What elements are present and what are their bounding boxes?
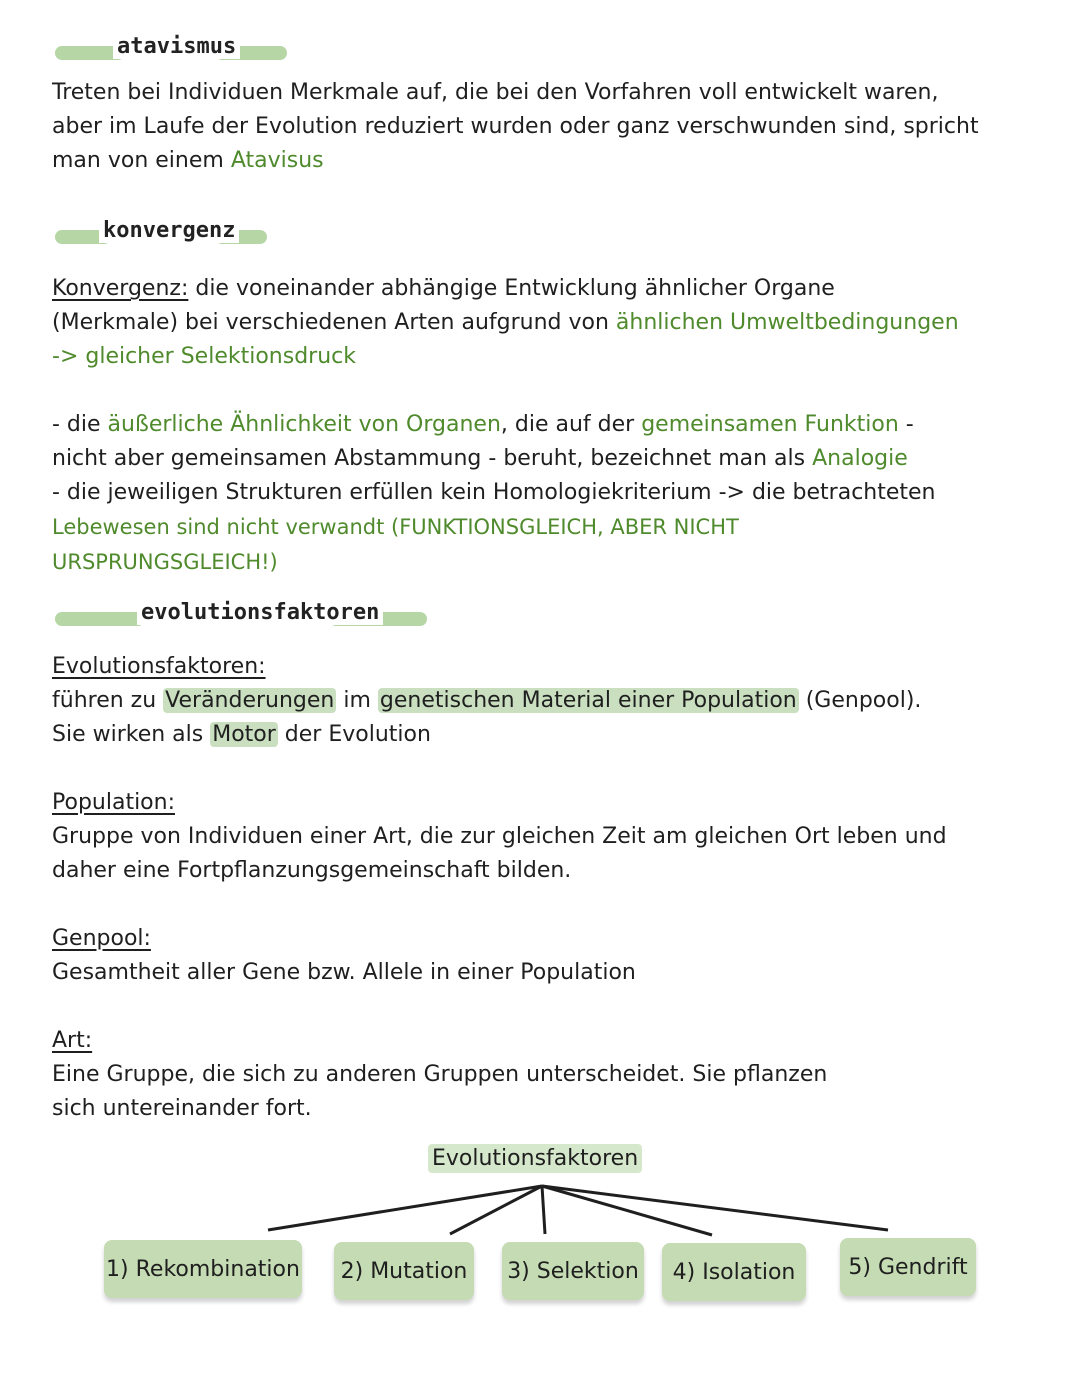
node-selektion: 3) Selektion [502, 1242, 644, 1300]
definition-term: Population: [52, 790, 175, 815]
definition-text: Eine Gruppe, die sich zu anderen Gruppen unterscheidet. Sie pflanzen sich untereinander fort. [52, 1062, 828, 1121]
node-gendrift: 5) Gendrift [840, 1238, 976, 1296]
connector-line [542, 1186, 888, 1230]
definition-text: (Genpool). [798, 688, 922, 713]
definition-text: im [336, 688, 378, 713]
definition-highlight: Motor [212, 722, 276, 747]
bullet-highlight: Lebewesen sind nicht verwandt (FUNKTIONSGLEICH, ABER NICHT URSPRUNGSGLEICH!) [52, 515, 739, 574]
definition-text: führen zu [52, 688, 164, 713]
definition-text: der Evolution [277, 722, 431, 747]
bullet-highlight: gemeinsamen Funktion [641, 412, 899, 437]
konvergenz-highlight: ähnlichen Umweltbedingungen -> gleicher Selektionsdruck [52, 310, 959, 369]
section-title: evolutionsfaktoren [137, 600, 383, 625]
node-rekombination: 1) Rekombination [104, 1240, 302, 1298]
bullet-text: - nicht aber gemeinsamen Abstammung - beruht, bezeichnet man als [52, 412, 914, 471]
bullet-text: , die auf der [500, 412, 642, 437]
node-mutation: 2) Mutation [334, 1242, 474, 1300]
definition-term: Art: [52, 1028, 93, 1053]
bullet-highlight: äußerliche Ähnlichkeit von Organen [107, 412, 501, 437]
connector-line [542, 1186, 545, 1234]
definition-text: Gesamtheit aller Gene bzw. Allele in einer Population [52, 960, 636, 985]
definition-term: Genpool: [52, 926, 151, 951]
section-title: atavismus [113, 34, 240, 59]
bullet-highlight: Analogie [812, 446, 908, 471]
definition-text: Sie wirken als [52, 722, 211, 747]
section-title: konvergenz [99, 218, 239, 243]
bullet-text: - die jeweiligen Strukturen erfüllen kein Homologiekriterium -> die betrachteten [52, 480, 936, 505]
atavismus-text: Treten bei Individuen Merkmale auf, die bei den Vorfahren voll entwickelt waren, aber im Laufe der Evolution reduziert wurden oder ganz verschwunden sind, spricht man von einem [52, 80, 979, 173]
konvergenz-term: Konvergenz: [52, 276, 189, 301]
atavismus-term: Atavisus [230, 148, 324, 173]
connector-line [542, 1186, 712, 1235]
definition-highlight: Veränderungen [165, 688, 335, 713]
definition-term: Evolutionsfaktoren: [52, 654, 266, 679]
konvergenz-text: die voneinander abhängige Entwicklung ähnlicher Organe (Merkmale) bei verschiedenen Arten aufgrund von [52, 276, 835, 335]
diagram-title: Evolutionsfaktoren [428, 1144, 642, 1173]
bullet-text: - die [52, 412, 108, 437]
definition-highlight: genetischen Material einer Population [379, 688, 797, 713]
node-isolation: 4) Isolation [662, 1243, 806, 1301]
definition-text: Gruppe von Individuen einer Art, die zur gleichen Zeit am gleichen Ort leben und daher eine Fortpflanzungsgemeinschaft bilden. [52, 824, 947, 883]
